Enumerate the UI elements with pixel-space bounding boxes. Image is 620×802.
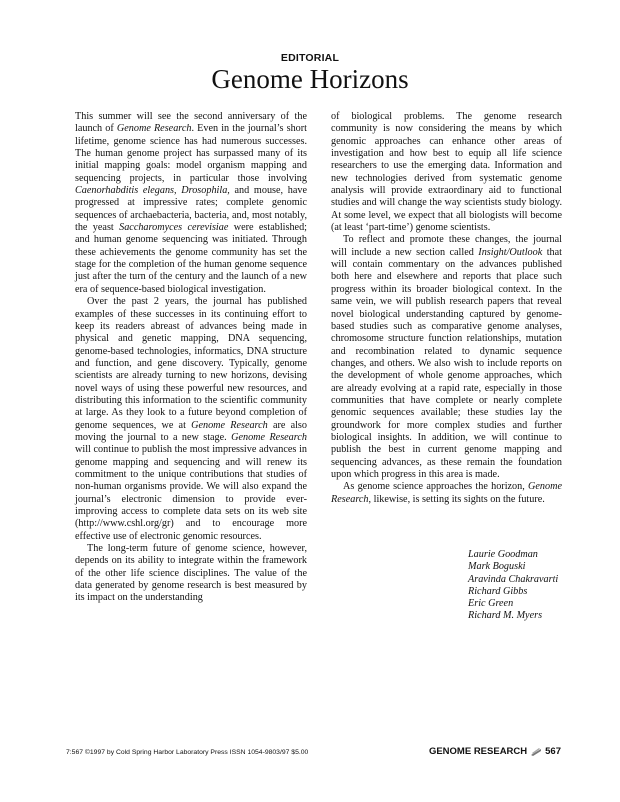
text-run: will continue to publish the most impressive advances in genome mapping and sequencing and will renew its commitment to the unique contributions that studies of non-human organisms provide. We will also expand the journal’s electronic dimension to provide ever-improving access to complete data sets on its web site (http://www.cshl.org/gr) and to encourage more effective use of electronic genomic resources. — [75, 444, 307, 542]
paragraph — [75, 543, 307, 605]
paragraph — [331, 111, 562, 234]
text-run: of biological problems. The genome research community is now considering the means by which genomic approaches can enhance other areas of investigation and how best to equip all life science researchers to use the emerging data. Information and new technologies derived from systematic genome analysis will provide extraordinary aid to functional studies and will change the way scientists study biology. At some level, we expect that all biologists will become (at least ‘part-time’) genome scientists. — [331, 111, 562, 234]
text-run: The long-term future of genome science, however, depends on its ability to integrate within the framework of the other life science disciplines. The value of the data generated by genome research is best measured by its impact on the understanding — [75, 543, 307, 604]
italic-text: Genome Research — [191, 419, 268, 431]
paragraph — [331, 481, 562, 506]
italic-text: Caenorhabditis elegans, Drosophila, — [75, 185, 230, 197]
author-name: Eric Green — [468, 598, 514, 610]
article-title: Genome Horizons — [211, 64, 409, 94]
italic-text: Genome Research — [116, 123, 192, 135]
author-name: Richard M. Myers — [468, 610, 543, 622]
author-name: Aravinda Chakravarti — [468, 573, 559, 585]
text-run: To reflect and promote these changes, the journal will include a new section called — [331, 234, 562, 258]
text-run: , likewise, is setting its sights on the future. — [368, 493, 545, 505]
text-run: As genome science approaches the horizon, — [343, 481, 529, 493]
footer-journal — [429, 746, 561, 757]
page-number: 567 — [545, 746, 561, 757]
text-run: This summer will see the second anniversary of the launch of — [75, 111, 307, 135]
journal-name: GENOME RESEARCH — [428, 746, 528, 757]
italic-text: Genome Research — [331, 481, 562, 505]
paragraph — [75, 296, 307, 543]
paragraph — [331, 234, 562, 481]
author-name: Laurie Goodman — [468, 549, 538, 560]
right-column — [331, 111, 562, 506]
text-run: Over the past 2 years, the journal has published examples of these successes in its continuing effort to keep its readers abreast of advances being made in physical and genetic mapping, DNA sequencing, genome-based technologies, informatics, DNA structure and function, and gene discovery. Typically, genome scientists are already turning to new horizons, devising novel ways of using these powerful new resources, and distributing this information to the scientific community at large. As they look to a future beyond completion of genome sequences, we at — [75, 296, 307, 431]
text-run: were established; and human genome sequencing was initiated. Through these achievements the genome community has set the stage for the completion of the human genome sequence just after the turn of the century and the launch of a new era of sequence-based biological investigation. — [75, 222, 307, 295]
paragraph — [75, 111, 307, 296]
author-name: Mark Boguski — [468, 561, 526, 573]
text-run: and mouse, have progressed at impressive rates; complete genomic sequences of archaebacteria, bacteria, and, most notably, the yeast — [75, 185, 307, 234]
author-name: Richard Gibbs — [468, 585, 528, 597]
italic-text: Saccharomyces cerevisiae — [119, 222, 229, 234]
author-signatures — [468, 549, 558, 623]
italic-text: Insight/Outlook — [478, 246, 543, 258]
text-run: that will contain commentary on the advances published both here and elsewhere and reports that place such progress within its broader biological context. In the same vein, we will publish research papers that reveal novel biological understanding captured by genome-based studies such as comparative genome analyses, chromosome structure function relationships, mutation and recombination related to dynamic sequence changes, and others. We also wish to include reports on the development of whole genome approaches, which are already evolving at a rapid rate, especially in those communities that have complete or nearly complete genomic sequences available; these studies lay the groundwork for more complex studies and further biological insights. In addition, we will continue to publish the best in current genome mapping and sequencing advances, as these remain the foundation upon which progress in this area is made. — [331, 246, 562, 480]
text-run: . Even in the journal’s short lifetime, genome science has had numerous successes. The human genome project has surpassed many of its initial mapping goals: model organism mapping and sequencing projects, in particular those involving — [75, 123, 307, 184]
journal-logo-icon — [530, 747, 542, 757]
italic-text: Genome Research — [231, 431, 307, 443]
footer-citation: 7:567 ©1997 by Cold Spring Harbor Laboratory Press ISSN 1054-9803/97 $5.00 — [66, 749, 309, 756]
text-run: are also moving the journal to a new stage. — [75, 419, 307, 443]
left-column — [75, 111, 307, 605]
section-kicker: EDITORIAL — [280, 52, 340, 64]
